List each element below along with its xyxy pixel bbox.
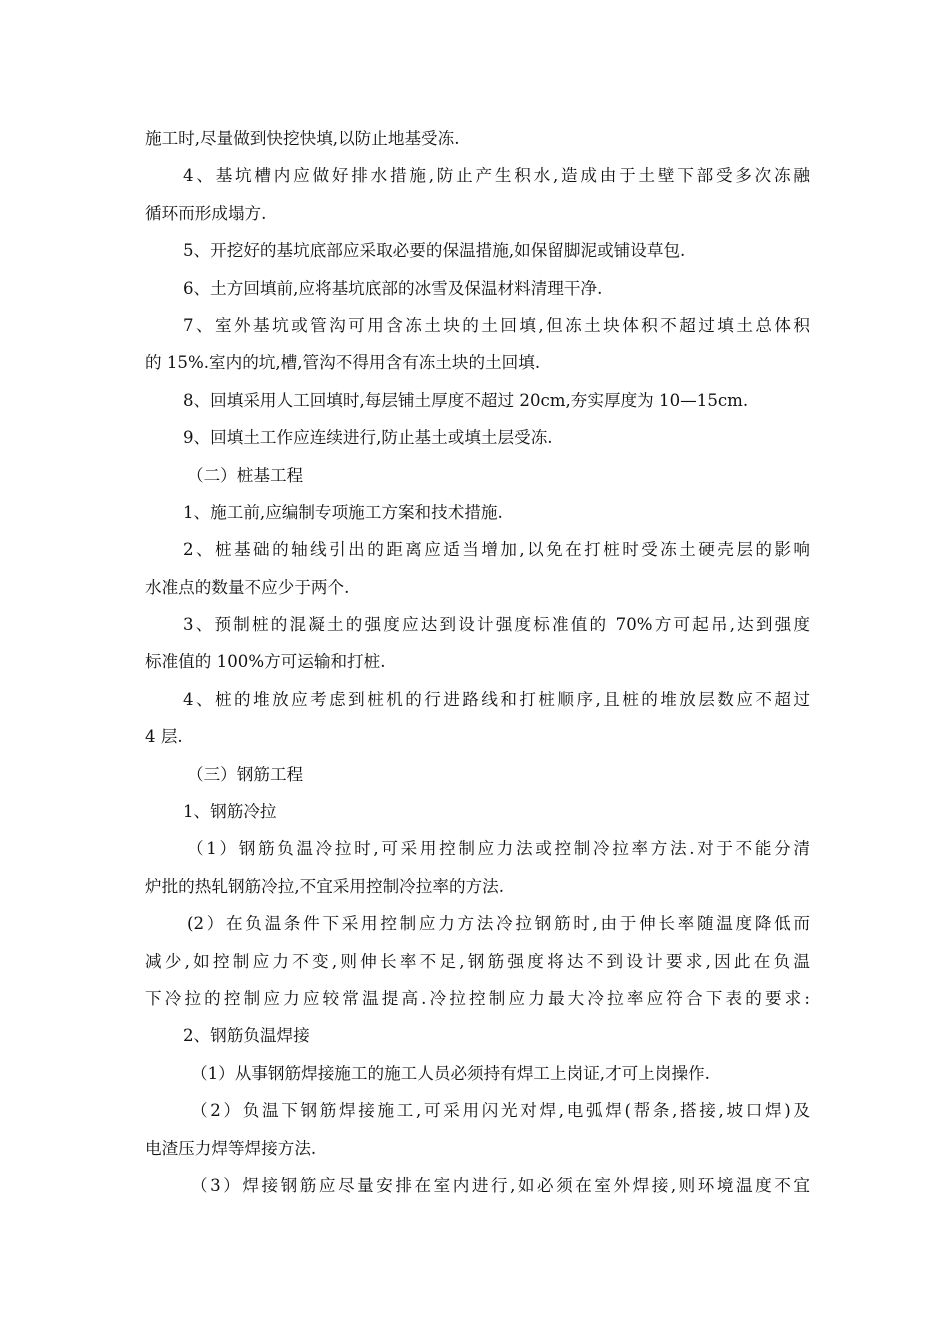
text-line-11: 1、施工前,应编制专项施工方案和技术措施. (183, 502, 503, 522)
text-line-27: （2）负温下钢筋焊接施工,可采用闪光对焊,电弧焊(帮条,搭接,坡口焊)及 (191, 1101, 810, 1121)
text-line-12: 2、桩基础的轴线引出的距离应适当增加,以免在打桩时受冻土硬壳层的影响 (183, 540, 810, 560)
subsection-heading-cold-drawing: 1、钢筋冷拉 (183, 802, 277, 822)
document-body (145, 120, 810, 1204)
text-line-2: 4、基坑槽内应做好排水措施,防止产生积水,造成由于土壁下部受多次冻融 (183, 166, 810, 186)
text-line-29: （3）焊接钢筋应尽量安排在室内进行,如必须在室外焊接,则环境温度不宜 (191, 1175, 810, 1195)
text-line-4: 5、开挖好的基坑底部应采取必要的保温措施,如保留脚泥或铺设草包. (183, 241, 686, 261)
subsection-heading-welding: 2、钢筋负温焊接 (183, 1026, 310, 1046)
text-line-28: 电渣压力焊等焊接方法. (145, 1138, 317, 1158)
text-line-6: 7、室外基坑或管沟可用含冻土块的土回填,但冻土块体积不超过填土总体积 (183, 315, 810, 335)
text-line-23: 减少,如控制应力不变,则伸长率不足,钢筋强度将达不到设计要求,因此在负温 (145, 951, 810, 971)
text-line-26: （1）从事钢筋焊接施工的施工人员必须持有焊工上岗证,才可上岗操作. (191, 1063, 710, 1083)
text-line-5: 6、土方回填前,应将基坑底部的冰雪及保温材料清理干净. (183, 278, 603, 298)
text-line-8: 8、回填采用人工回填时,每层铺土厚度不超过 20cm,夯实厚度为 10—15cm. (183, 390, 749, 410)
text-line-14: 3、预制桩的混凝土的强度应达到设计强度标准值的 70%方可起吊,达到强度 (183, 615, 810, 635)
text-line-3: 循环而形成塌方. (145, 203, 267, 223)
text-line-15: 标准值的 100%方可运输和打桩. (145, 652, 386, 672)
text-line-7: 的 15%.室内的坑,槽,管沟不得用含有冻土块的土回填. (145, 353, 541, 373)
text-line-17: 4 层. (145, 727, 183, 747)
text-line-24: 下冷拉的控制应力应较常温提高.冷拉控制应力最大冷拉率应符合下表的要求: (145, 988, 810, 1008)
text-line-16: 4、桩的堆放应考虑到桩机的行进路线和打桩顺序,且桩的堆放层数应不超过 (183, 689, 810, 709)
section-heading-pile-foundation: （二）桩基工程 (187, 465, 304, 485)
text-line-20: （1）钢筋负温冷拉时,可采用控制应力法或控制冷拉率方法.对于不能分清 (187, 839, 810, 859)
text-line-13: 水准点的数量不应少于两个. (145, 577, 350, 597)
text-line-1: 施工时,尽量做到快挖快填,以防止地基受冻. (145, 129, 460, 148)
section-heading-rebar: （三）钢筋工程 (187, 764, 304, 784)
text-line-21: 炉批的热轧钢筋冷拉,不宜采用控制冷拉率的方法. (145, 876, 505, 896)
text-line-22: (2）在负温条件下采用控制应力方法冷拉钢筋时,由于伸长率随温度降低而 (187, 914, 810, 934)
text-line-9: 9、回填土工作应连续进行,防止基土或填土层受冻. (183, 428, 553, 448)
